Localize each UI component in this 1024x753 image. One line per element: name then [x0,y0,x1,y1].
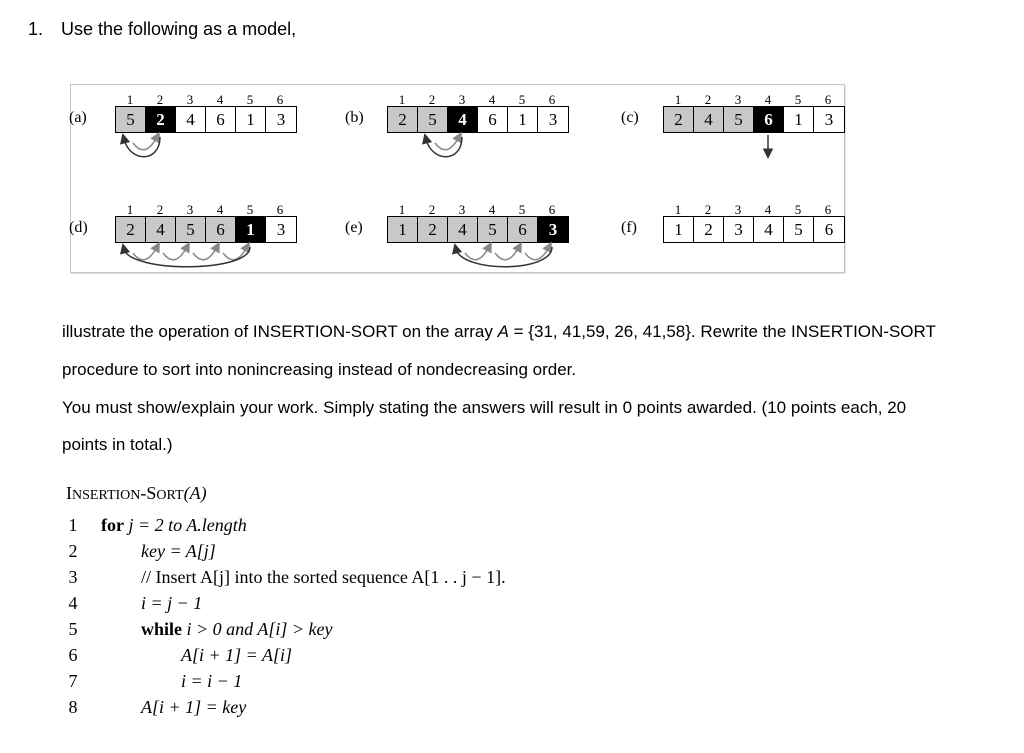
index-label: 1 [398,92,406,107]
title-part: S [146,483,157,503]
array-cell: 5 [418,107,448,132]
index-label: 5 [518,92,526,107]
arrows-svg [663,133,863,163]
index-label: 6 [824,202,832,217]
line-number: 8 [68,697,78,717]
array-cell: 1 [236,217,266,242]
array-cell: 6 [754,107,784,132]
index-label: 2 [428,202,436,217]
array-cell: 4 [146,217,176,242]
panel-label: (c) [621,109,639,126]
array-cell: 3 [538,107,568,132]
index-label: 3 [734,202,742,217]
title-part: NSERTION [72,488,141,503]
arrows-svg [115,133,315,163]
array-cell: 3 [724,217,754,242]
line-text [101,515,247,536]
index-label: 5 [246,92,254,107]
line-number: 3 [68,567,78,587]
title-part: I [66,483,72,503]
line-number: 6 [68,645,78,665]
instruction-text-pre: illustrate the operation of INSERTION-SORT on the array [62,322,498,341]
title-part: - [140,483,147,503]
index-label: 1 [674,92,682,107]
array-cell: 2 [418,217,448,242]
shift-arrow [133,137,157,150]
panel-label: (a) [69,109,87,126]
index-label: 6 [276,92,284,107]
question-header [28,19,296,40]
index-label: 1 [126,92,134,107]
index-label: 5 [518,202,526,217]
index-label: 5 [246,202,254,217]
index-label: 1 [126,202,134,217]
array-cell: 1 [236,107,266,132]
array-cell: 6 [814,217,844,242]
array-cell: 2 [694,217,724,242]
array-cell: 3 [814,107,844,132]
instruction-line-4: points in total.) [62,435,173,454]
array-cell: 1 [388,217,418,242]
line-number: 7 [68,671,78,691]
index-label: 4 [764,202,772,217]
line-text: A[i + 1] = A[i] [181,645,292,665]
instruction-line-1 [62,322,936,342]
code-var: A.length [186,515,247,535]
array-cell: 5 [784,217,814,242]
index-label: 2 [704,92,712,107]
array-cell: 2 [146,107,176,132]
array-cells [387,216,569,243]
array-cell: 5 [176,217,206,242]
array-cell: 4 [448,217,478,242]
index-label: 3 [458,92,466,107]
array-cell: 4 [448,107,478,132]
array-variable: A [497,322,509,341]
array-cell: 1 [508,107,538,132]
index-label: 4 [216,202,224,217]
array-cell: 3 [266,107,296,132]
shift-arrow [133,247,157,260]
array-cell: 3 [266,217,296,242]
index-label: 4 [216,92,224,107]
index-label: 2 [428,92,436,107]
array-cell: 2 [116,217,146,242]
code-text: i > 0 and A[i] > key [182,619,333,639]
index-label: 5 [794,92,802,107]
panel-label: (d) [69,219,88,236]
shift-arrow [193,247,217,260]
index-label: 2 [704,202,712,217]
array-cells [115,106,297,133]
array-cells [663,106,845,133]
index-label: 3 [186,92,194,107]
array-cell: 2 [664,107,694,132]
index-label: 5 [794,202,802,217]
arrows-svg [115,243,315,273]
array-cell: 4 [754,217,784,242]
question-number: 1. [28,19,44,39]
keyword-while: while [141,619,183,639]
arrows-svg [387,133,587,163]
array-cells [387,106,569,133]
array-cell: 4 [694,107,724,132]
shift-arrow [223,247,247,260]
panel-label: (b) [345,109,364,126]
shift-arrow [435,137,459,150]
array-cells [663,216,845,243]
instruction-line-2: procedure to sort into nonincreasing instead of nondecreasing order. [62,360,577,379]
line-text: i = i − 1 [181,671,243,691]
array-cell: 1 [664,217,694,242]
line-text: key = A[j] [141,541,216,561]
array-cell: 1 [784,107,814,132]
arrows-svg [387,243,587,273]
instruction-line-3: You must show/explain your work. Simply stating the answers will result in 0 points awarded. (10 points each, 20 [62,398,907,417]
index-label: 2 [156,92,164,107]
array-cell: 5 [478,217,508,242]
index-label: 6 [548,202,556,217]
index-label: 6 [824,92,832,107]
index-label: 6 [276,202,284,217]
line-number: 2 [68,541,78,561]
array-cell: 5 [116,107,146,132]
array-cell: 5 [724,107,754,132]
index-label: 2 [156,202,164,217]
index-label: 4 [764,92,772,107]
index-label: 1 [674,202,682,217]
line-text [141,619,332,640]
index-label: 3 [734,92,742,107]
code-text: j = 2 to [123,515,187,535]
index-label: 1 [398,202,406,217]
line-text: i = j − 1 [141,593,203,613]
shift-arrow [163,247,187,260]
array-cell: 6 [206,107,236,132]
line-number: 1 [68,515,78,535]
panel-label: (f) [621,219,637,236]
line-number: 4 [68,593,78,613]
pseudocode-title [66,483,207,504]
key-arrow [456,247,552,267]
index-label: 3 [186,202,194,217]
line-text: // Insert A[j] into the sorted sequence A[1 . . j − 1]. [141,567,506,587]
line-text: A[i + 1] = key [141,697,247,717]
array-cell: 6 [206,217,236,242]
index-label: 3 [458,202,466,217]
array-cell: 6 [478,107,508,132]
array-cells [115,216,297,243]
panel-label: (e) [345,219,363,236]
array-cell: 2 [388,107,418,132]
question-intro: Use the following as a model, [61,19,297,39]
index-label: 6 [548,92,556,107]
instruction-text-post: = {31, 41,59, 26, 41,58}. Rewrite the INSERTION-SORT [508,322,936,341]
title-part: ORT [156,488,184,503]
shift-arrow [495,247,519,260]
line-number: 5 [68,619,78,639]
array-cell: 4 [176,107,206,132]
array-cell: 6 [508,217,538,242]
key-arrow [124,247,250,267]
title-args: (A) [183,483,207,503]
shift-arrow [465,247,489,260]
index-label: 4 [488,202,496,217]
keyword-for: for [101,515,124,535]
insertion-sort-figure [70,84,845,273]
array-cell: 3 [538,217,568,242]
index-label: 4 [488,92,496,107]
